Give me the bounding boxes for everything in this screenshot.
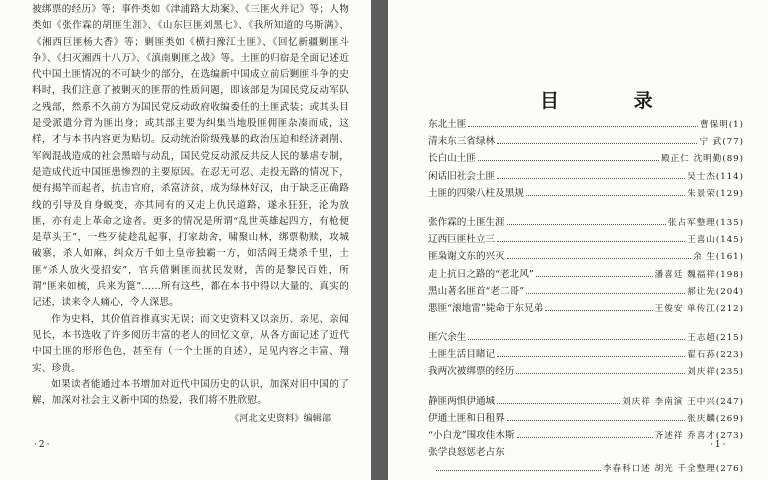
toc-leader-dots — [497, 403, 620, 404]
toc-entry-title: 我两次被绑票的经历 — [428, 366, 515, 378]
toc-entry-title: 张学良怒惩老占东 — [428, 447, 505, 459]
editor-signature: 《河北文史资料》编辑部 — [230, 413, 332, 424]
toc-entry[interactable] — [428, 231, 744, 248]
toc-entry[interactable] — [428, 248, 744, 265]
section-gap — [428, 381, 744, 393]
toc-leader-dots — [536, 276, 653, 277]
toc-entry[interactable] — [428, 393, 744, 410]
toc-entry[interactable] — [428, 283, 744, 300]
toc-entry-title: 匪枭谢文东的兴灭 — [428, 251, 505, 263]
toc-entry-title: 清末东三省绿林 — [428, 136, 496, 148]
toc-entry-author-page: 刘庆祥(235) — [687, 367, 744, 378]
right-page-contents — [388, 0, 768, 480]
toc-leader-dots — [545, 310, 652, 311]
toc-entry-title: 土匪生活目睹记 — [428, 349, 496, 361]
toc-entry-author-page: 王俊安 单传江(212) — [654, 303, 744, 314]
toc-entry-author-page: 王志超(215) — [687, 333, 744, 344]
toc-entry-author-page: 曹保明(1) — [700, 120, 744, 130]
toc-leader-dots — [507, 224, 666, 225]
toc-leader-dots — [497, 178, 685, 179]
toc-leader-dots — [497, 356, 685, 357]
toc-entry[interactable] — [428, 266, 744, 283]
toc-entry[interactable] — [428, 346, 744, 363]
toc-entry[interactable] — [428, 185, 744, 202]
toc-entry-author-page: 余 生(161) — [692, 252, 744, 263]
toc-leader-dots — [526, 293, 685, 294]
toc-entry-author-page: 李春科口述 胡光 千全整理(276) — [602, 464, 744, 475]
toc-entry-title: 东北土匪 — [428, 119, 467, 130]
book-gutter — [371, 0, 388, 480]
toc-entry[interactable] — [428, 329, 744, 346]
toc-entry[interactable] — [428, 444, 744, 461]
contents-title: 目 录 — [540, 90, 687, 112]
toc-entry[interactable] — [428, 427, 744, 444]
toc-leader-dots — [478, 160, 659, 161]
toc-entry-title: 辽西巨匪杜立三 — [428, 234, 496, 246]
toc-entry-title: 悪匪“滚地雷”毙命于东兄弟 — [428, 302, 544, 314]
toc-entry-title: “小白龙”围攻佳木斯 — [428, 430, 515, 441]
page-number-left: ·2· — [34, 440, 52, 450]
toc-entry-author-page: 张占军整理(135) — [667, 217, 744, 228]
section-gap — [428, 202, 744, 214]
toc-entry-title: 静匪两惧伊通城 — [428, 395, 496, 407]
toc-entry-author-page: 朱景荣(129) — [687, 188, 744, 199]
toc-entry[interactable] — [428, 410, 744, 427]
left-page-preface — [0, 0, 371, 480]
toc-entry[interactable] — [428, 116, 744, 133]
toc-entry-author-page: 翟石荪(223) — [687, 350, 744, 361]
toc-entry[interactable] — [428, 214, 744, 231]
toc-leader-dots — [497, 143, 697, 144]
toc-entry-title: 匪穴余生 — [428, 332, 467, 344]
toc-leader-dots — [507, 258, 691, 259]
toc-entry-author-page: 郝让先(204) — [687, 286, 744, 297]
toc-entry-title: 闲话旧社会土匪 — [428, 170, 496, 182]
table-of-contents — [428, 116, 744, 479]
preface-paragraph: 如果读者能通过本书增加对近代中国历史的认识，加深对旧中国的了解，加深对社会主义新中国的热爱，我们将不胜欣慰。 — [32, 378, 349, 407]
toc-leader-dots — [468, 339, 685, 340]
toc-leader-dots — [507, 420, 685, 421]
toc-leader-dots — [517, 437, 653, 438]
toc-entry-title: 走上抗日之路的“老北风” — [428, 268, 534, 280]
toc-entry-author-page: 宁 武(77) — [699, 137, 744, 148]
toc-entry[interactable] — [428, 363, 744, 380]
toc-entry-author-page: 刘庆祥 李南演 王中兴(247) — [622, 396, 744, 407]
toc-entry-author-page: 王喜山(145) — [687, 235, 744, 246]
preface-paragraph: 被绑票的经历》等；事件类如《津浦路大劫案》、《三匪火并记》等；人物类如《张作霖的胡匪生涯》、《山东巨匪刘黑七》、《我所知道的乌斯满》、《湘西巨匪杨大香》等；剿匪类如《横扫豫江土匪》、《回忆新疆剿匪斗争》、《扫灭湘西十八万》、《滇南剿匪之战》等。土匪的归宿是全面记述近代中国土匪情况的不可缺少的部分，在选编新中国成立前后剿匪斗争的史料时，我们注意了被剿灭的匪帮的性质问题，即该部是为国民党反动军队之残部，然系不久前方为国民党反动政府收编委任的土匪武装；或其头目是受派遣分背为匪出身；或其部主要为纠集当地股匪佣匪杂凑而成，这样，才与本书内容更为贴切。反动统治阶级残暴的政治压迫和经济剥削、军阀混战造成的社会黑暗与动乱，国民党反动派反共反人民的暴虐专制，是造成代近中国匪患惨烈的主要原因。在忍无可忍、走投无路的情况下，便有揭竿而起者，抗击官府，杀富济贫，成为绿林好汉，由于缺乏正确路线的引导及自身蜕变，亦其同有的又走上仇民道路，遂永狂狂，沦为放匪，亦有走上革命之途者。更多的情况是所谓“乱世英雄起四方，有枪便是草头王”，一些歹徒趁乱起事，打家劫舍，啸聚山林，绑票勒赎，攻城破寨，杀人如麻，纠众万千如土皇帝独霸一方，如活阎王烧杀千里，土匪“杀人放火受招安”，官兵借剿匪而扰民发财，苦的是黎民百姓，所谓“匪来如梳，兵来为篦”……所有这些，都在本书中得以大量的、真实的记述，读来令人痛心，令人深思。 — [32, 4, 349, 309]
toc-entry-author-page: 齐述祥 乔喜才(273) — [654, 431, 744, 441]
toc-entry[interactable] — [428, 300, 744, 317]
page-number-right: ·1· — [710, 440, 728, 450]
toc-entry-author-page: 吴士杰(114) — [687, 171, 744, 182]
toc-entry[interactable] — [428, 150, 744, 167]
toc-entry-author-page: 潘喜廷 魏福祥(198) — [654, 269, 744, 280]
toc-entry-author-page: 殿正仁 沈明勤(89) — [661, 154, 744, 165]
section-gap — [428, 317, 744, 329]
toc-entry-title: 伊通土匪和日租界 — [428, 412, 505, 424]
toc-entry-title: 长白山土匪 — [428, 153, 476, 165]
toc-entry[interactable] — [428, 168, 744, 185]
toc-entry-author-page: 张庆麟(269) — [687, 413, 744, 424]
toc-leader-dots — [526, 195, 685, 196]
toc-leader-dots — [468, 126, 698, 127]
preface-body — [32, 2, 349, 409]
toc-entry-title: 黑山著名匪首“老二哥” — [428, 285, 525, 297]
toc-entry[interactable] — [428, 461, 744, 478]
toc-leader-dots — [436, 470, 601, 471]
toc-entry-title: 张作霖的土匪生涯 — [428, 216, 505, 228]
preface-paragraph: 作为史料，其价值首推真实无误；而文史资料又以亲历、亲见、亲闻见长，本书选收了许多阅历丰富的老人的回忆文章，从各方面记述了近代中国土匪的形形色色，甚至有（一个土匪的自述），足见内容之丰富、翔实、珍贵。 — [32, 313, 349, 374]
toc-entry-title: 土匪的四梁八柱及黑规 — [428, 187, 524, 199]
toc-leader-dots — [516, 373, 685, 374]
toc-entry[interactable] — [428, 133, 744, 150]
toc-leader-dots — [497, 241, 685, 242]
